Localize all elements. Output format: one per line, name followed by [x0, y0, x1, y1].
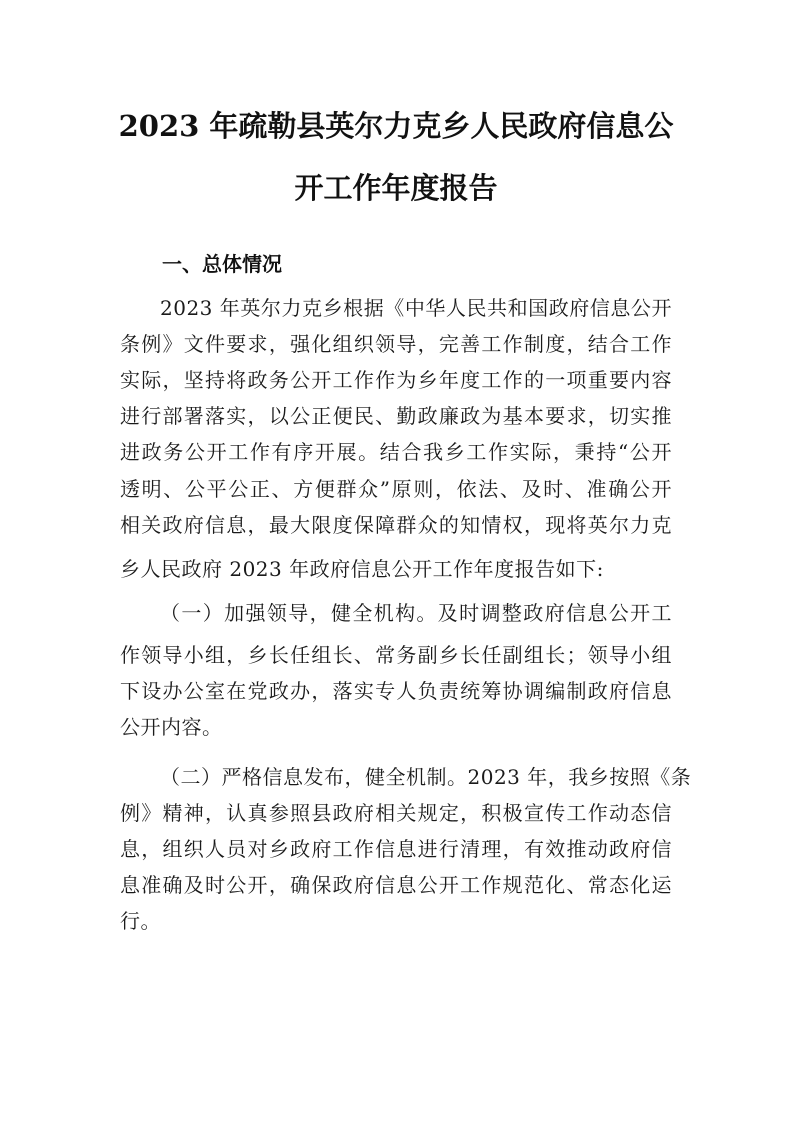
paragraph-1-line: 条例》文件要求，强化组织领导，完善工作制度，结合工作: [120, 332, 672, 356]
paragraph-3-line: 例》精神，认真参照县政府相关规定，积极宣传工作动态信: [120, 801, 672, 825]
paragraph-1-line: 透明、公平公正、方便群众”原则，依法、及时、准确公开: [120, 477, 672, 501]
paragraph-3-line: 息准确及时公开，确保政府信息公开工作规范化、常态化运: [120, 873, 672, 897]
paragraph-1-line: 进政务公开工作有序开展。结合我乡工作实际，秉持“公开: [120, 440, 672, 464]
paragraph-2-line: 作领导小组，乡长任组长、常务副乡长任副组长；领导小组: [120, 643, 672, 667]
paragraph-1-line: 2023 年英尔力克乡根据《中华人民共和国政府信息公开: [160, 296, 672, 320]
section-heading-overview: 一、总体情况: [162, 252, 282, 276]
paragraph-3-line: （二）严格信息发布，健全机制。2023 年，我乡按照《条: [160, 765, 692, 789]
document-title-line-1: 2023 年疏勒县英尔力克乡人民政府信息公: [118, 109, 674, 143]
paragraph-2-line: （一）加强领导，健全机构。及时调整政府信息公开工: [160, 601, 672, 625]
document-title-line-2: 开工作年度报告: [294, 171, 498, 205]
paragraph-2-line: 下设办公室在党政办，落实专人负责统筹协调编制政府信息: [120, 679, 672, 703]
paragraph-1-line: 实际，坚持将政务公开工作作为乡年度工作的一项重要内容: [120, 368, 672, 392]
paragraph-1-line: 相关政府信息，最大限度保障群众的知情权，现将英尔力克: [120, 513, 672, 537]
paragraph-3-line: 息，组织人员对乡政府工作信息进行清理，有效推动政府信: [120, 837, 672, 861]
paragraph-3-line: 行。: [120, 909, 161, 933]
paragraph-2-line: 公开内容。: [120, 715, 223, 739]
paragraph-1-line: 进行部署落实，以公正便民、勤政廉政为基本要求，切实推: [120, 404, 672, 428]
paragraph-1-line: 乡人民政府 2023 年政府信息公开工作年度报告如下:: [120, 557, 604, 581]
